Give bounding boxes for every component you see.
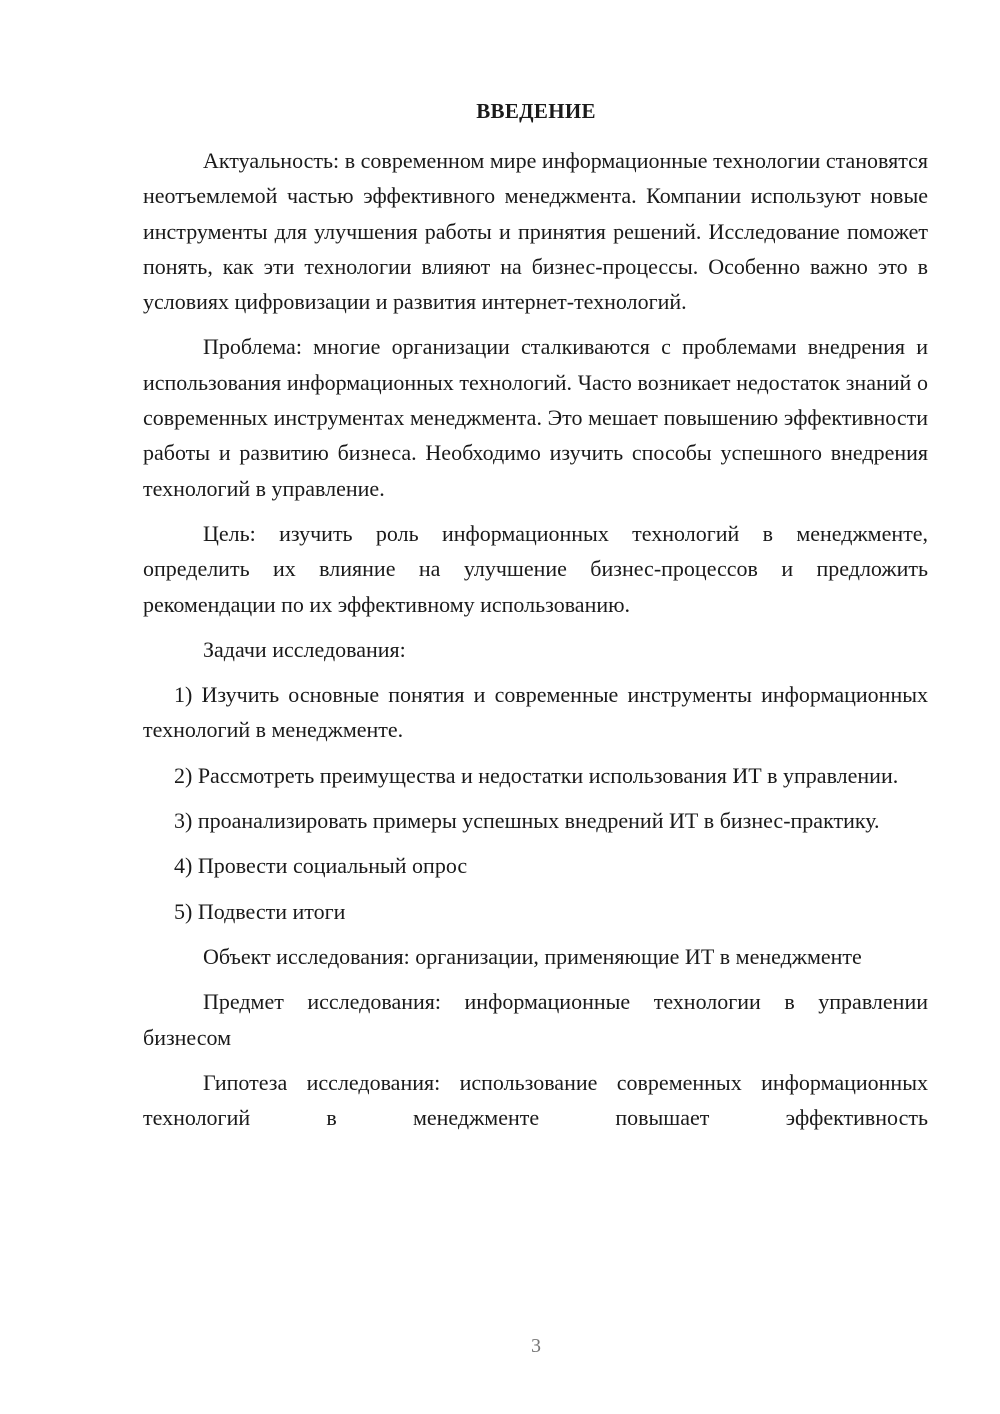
task-item-5: 5) Подвести итоги (174, 898, 346, 924)
task-item-4: 4) Провести социальный опрос (174, 853, 468, 879)
document-body (143, 143, 928, 1135)
page-title: ВВЕДЕНИЕ (476, 99, 596, 123)
task-item-1: 1) Изучить основные понятия и современные инструменты информационных технологий в менеджменте. (143, 682, 928, 743)
paragraph-hypothesis: Гипотеза исследования: использование современных информационных технологий в менеджменте повышает эффективность (143, 1069, 928, 1131)
paragraph-object: Объект исследования: организации, применяющие ИТ в менеджменте (203, 943, 862, 969)
paragraph-relevance: Актуальность: в современном мире информационные технологии становятся неотъемлемой частью эффективного менеджмента. Компании используют новые инструменты для улучшения работы и принятия решений. Исследование поможет понять, как эти технологии влияют на бизнес-процессы. Особенно важно это в условиях цифровизации и развития интернет-технологий. (143, 148, 928, 315)
page-number: 3 (531, 1335, 541, 1357)
task-item-2: 2) Рассмотреть преимущества и недостатки использования ИТ в управлении. (174, 762, 899, 788)
task-item-3: 3) проанализировать примеры успешных внедрений ИТ в бизнес-практику. (174, 808, 880, 834)
paragraph-goal: Цель: изучить роль информационных технологий в менеджменте, определить их влияние на улучшение бизнес-процессов и предложить рекомендации по их эффективному использованию. (143, 520, 928, 617)
paragraph-subject: Предмет исследования: информационные технологии в управлении бизнесом (143, 989, 928, 1050)
paragraph-tasks-heading: Задачи исследования: (203, 636, 406, 662)
paragraph-problem: Проблема: многие организации сталкиваются с проблемами внедрения и использования информационных технологий. Часто возникает недостаток знаний о современных инструментах менеджмента. Это мешает повышению эффективности работы и развитию бизнеса. Необходимо изучить способы успешного внедрения технологий в управление. (143, 334, 928, 501)
